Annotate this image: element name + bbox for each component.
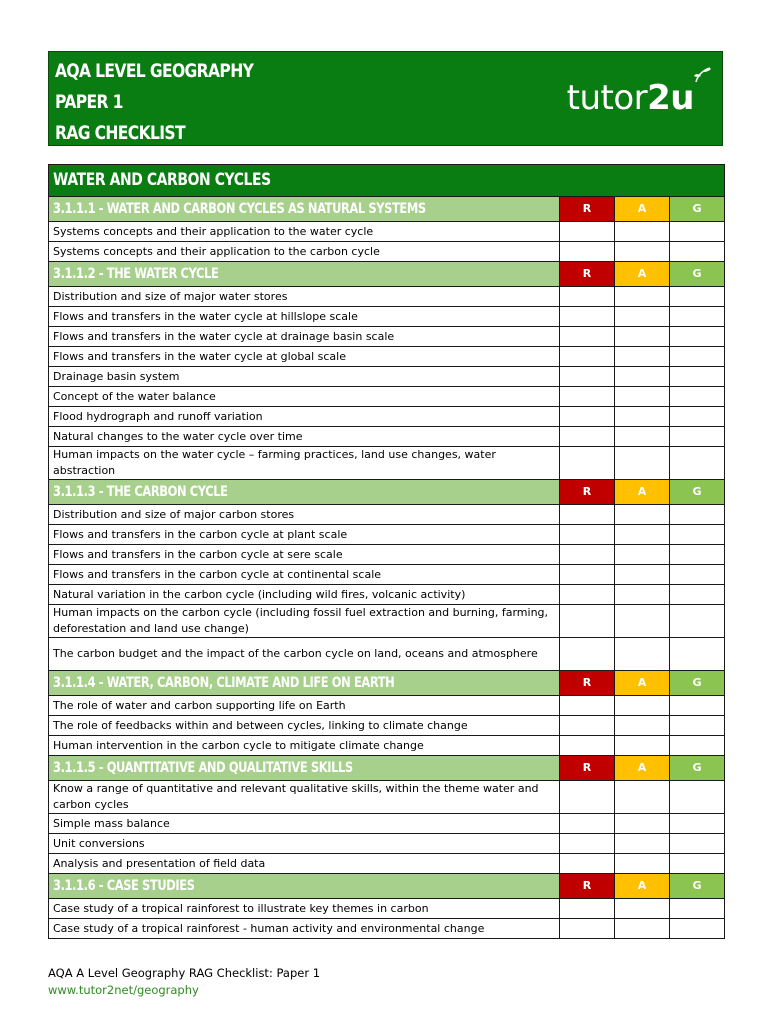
logo-sprout-icon (692, 64, 714, 86)
checklist-item-text: Distribution and size of major carbon stores (49, 505, 560, 525)
rag-checkbox-amber[interactable] (615, 242, 670, 262)
checklist-item-text: Unit conversions (49, 834, 560, 854)
rag-checkbox-red[interactable] (560, 447, 615, 480)
section-header-row (49, 671, 725, 696)
rag-checkbox-amber[interactable] (615, 638, 670, 671)
rag-header-green: G (670, 480, 725, 505)
rag-checkbox-green[interactable] (670, 222, 725, 242)
rag-checkbox-amber[interactable] (615, 781, 670, 814)
rag-checkbox-green[interactable] (670, 327, 725, 347)
checklist-item-text: Natural changes to the water cycle over time (49, 427, 560, 447)
table-row (49, 447, 725, 480)
rag-header-red: R (560, 197, 615, 222)
rag-header-amber: A (615, 756, 670, 781)
rag-checkbox-green[interactable] (670, 716, 725, 736)
section-heading-text: 3.1.1.4 - WATER, CARBON, CLIMATE AND LIFE ON EARTH (53, 674, 395, 691)
rag-checkbox-amber[interactable] (615, 834, 670, 854)
rag-checkbox-amber[interactable] (615, 736, 670, 756)
section-header-row (49, 756, 725, 781)
rag-checkbox-red[interactable] (560, 919, 615, 939)
table-row (49, 307, 725, 327)
rag-checkbox-red[interactable] (560, 834, 615, 854)
rag-checkbox-green[interactable] (670, 605, 725, 638)
rag-checkbox-red[interactable] (560, 387, 615, 407)
section-heading (49, 480, 560, 505)
checklist-item-text: Systems concepts and their application to the carbon cycle (49, 242, 560, 262)
header-title-line-1: AQA LEVEL GEOGRAPHY (55, 60, 254, 82)
rag-checkbox-green[interactable] (670, 447, 725, 480)
rag-checkbox-amber[interactable] (615, 814, 670, 834)
checklist-item-text: The carbon budget and the impact of the carbon cycle on land, oceans and atmosphere (49, 638, 560, 671)
checklist-item-text: Human impacts on the water cycle – farming practices, land use changes, water abstraction (49, 447, 560, 480)
table-row (49, 696, 725, 716)
table-row (49, 605, 725, 638)
rag-checkbox-green[interactable] (670, 585, 725, 605)
rag-checkbox-green[interactable] (670, 545, 725, 565)
rag-checkbox-green[interactable] (670, 387, 725, 407)
rag-checkbox-red[interactable] (560, 716, 615, 736)
rag-checkbox-green[interactable] (670, 505, 725, 525)
section-heading-text: 3.1.1.2 - THE WATER CYCLE (53, 265, 219, 282)
section-heading-text: 3.1.1.3 - THE CARBON CYCLE (53, 483, 228, 500)
checklist-item-text: Flows and transfers in the water cycle at drainage basin scale (49, 327, 560, 347)
rag-checkbox-red[interactable] (560, 347, 615, 367)
table-row (49, 781, 725, 814)
section-heading (49, 874, 560, 899)
section-heading (49, 197, 560, 222)
table-row (49, 327, 725, 347)
table-row (49, 854, 725, 874)
rag-checkbox-amber[interactable] (615, 565, 670, 585)
table-row (49, 427, 725, 447)
table-row (49, 834, 725, 854)
rag-checkbox-red[interactable] (560, 899, 615, 919)
checklist-item-text: Flows and transfers in the carbon cycle at sere scale (49, 545, 560, 565)
table-row (49, 407, 725, 427)
section-header-row (49, 480, 725, 505)
rag-checkbox-red[interactable] (560, 565, 615, 585)
table-row (49, 638, 725, 671)
header-title-block (55, 56, 297, 149)
checklist-item-text: Distribution and size of major water stores (49, 287, 560, 307)
rag-checkbox-amber[interactable] (615, 427, 670, 447)
rag-checkbox-green[interactable] (670, 367, 725, 387)
rag-checkbox-green[interactable] (670, 814, 725, 834)
table-row (49, 367, 725, 387)
checklist-item-text: The role of feedbacks within and between cycles, linking to climate change (49, 716, 560, 736)
rag-checkbox-red[interactable] (560, 307, 615, 327)
tutor2u-logo (567, 78, 694, 118)
checklist-item-text: Flood hydrograph and runoff variation (49, 407, 560, 427)
rag-checkbox-amber[interactable] (615, 899, 670, 919)
rag-checkbox-green[interactable] (670, 427, 725, 447)
rag-checkbox-red[interactable] (560, 525, 615, 545)
footer-link[interactable]: www.tutor2net/geography (48, 983, 199, 997)
section-header-row (49, 197, 725, 222)
section-heading (49, 262, 560, 287)
checklist-item-text: Flows and transfers in the carbon cycle at plant scale (49, 525, 560, 545)
rag-checkbox-green[interactable] (670, 565, 725, 585)
rag-checkbox-amber[interactable] (615, 287, 670, 307)
rag-checkbox-green[interactable] (670, 347, 725, 367)
rag-checkbox-red[interactable] (560, 242, 615, 262)
section-heading (49, 756, 560, 781)
table-row (49, 585, 725, 605)
checklist-item-text: Know a range of quantitative and relevant qualitative skills, within the theme water and carbon cycles (49, 781, 560, 814)
rag-checkbox-red[interactable] (560, 638, 615, 671)
checklist-item-text: Natural variation in the carbon cycle (including wild fires, volcanic activity) (49, 585, 560, 605)
checklist-item-text: Human impacts on the carbon cycle (including fossil fuel extraction and burning, farming, deforestation and land use change) (49, 605, 560, 638)
rag-checkbox-amber[interactable] (615, 545, 670, 565)
table-row (49, 505, 725, 525)
rag-checkbox-green[interactable] (670, 407, 725, 427)
table-row (49, 716, 725, 736)
page-header (48, 51, 723, 146)
section-header-row (49, 874, 725, 899)
rag-checkbox-amber[interactable] (615, 854, 670, 874)
header-title-line-3: RAG CHECKLIST (55, 122, 185, 144)
rag-checkbox-red[interactable] (560, 505, 615, 525)
rag-header-green: G (670, 756, 725, 781)
rag-checkbox-amber[interactable] (615, 327, 670, 347)
table-row (49, 565, 725, 585)
rag-checkbox-amber[interactable] (615, 222, 670, 242)
rag-checkbox-green[interactable] (670, 899, 725, 919)
table-row (49, 814, 725, 834)
table-title (49, 165, 725, 197)
rag-checkbox-amber[interactable] (615, 585, 670, 605)
footer-caption: AQA A Level Geography RAG Checklist: Paper 1 (48, 966, 321, 980)
rag-header-amber: A (615, 671, 670, 696)
table-row (49, 525, 725, 545)
rag-checkbox-green[interactable] (670, 287, 725, 307)
rag-header-green: G (670, 197, 725, 222)
checklist-item-text: Flows and transfers in the water cycle at global scale (49, 347, 560, 367)
rag-checkbox-amber[interactable] (615, 525, 670, 545)
section-heading-text: 3.1.1.5 - QUANTITATIVE AND QUALITATIVE SKILLS (53, 759, 353, 776)
rag-checkbox-red[interactable] (560, 736, 615, 756)
rag-checkbox-red[interactable] (560, 781, 615, 814)
rag-checkbox-amber[interactable] (615, 447, 670, 480)
rag-header-red: R (560, 262, 615, 287)
rag-header-red: R (560, 874, 615, 899)
table-row (49, 545, 725, 565)
rag-checkbox-red[interactable] (560, 367, 615, 387)
table-row (49, 736, 725, 756)
checklist-item-text: Flows and transfers in the water cycle at hillslope scale (49, 307, 560, 327)
rag-checkbox-green[interactable] (670, 638, 725, 671)
section-header-row (49, 262, 725, 287)
rag-checkbox-red[interactable] (560, 427, 615, 447)
checklist-item-text: Flows and transfers in the carbon cycle at continental scale (49, 565, 560, 585)
checklist-item-text: Systems concepts and their application to the water cycle (49, 222, 560, 242)
rag-checkbox-amber[interactable] (615, 605, 670, 638)
page-footer (48, 965, 320, 999)
table-title-row (49, 165, 725, 197)
rag-checkbox-amber[interactable] (615, 387, 670, 407)
table-title-text: WATER AND CARBON CYCLES (53, 169, 271, 190)
rag-checkbox-green[interactable] (670, 307, 725, 327)
rag-checkbox-green[interactable] (670, 854, 725, 874)
rag-header-green: G (670, 874, 725, 899)
logo-text-2u: 2u (647, 78, 694, 118)
table-row (49, 387, 725, 407)
rag-header-green: G (670, 671, 725, 696)
rag-header-amber: A (615, 262, 670, 287)
table-row (49, 287, 725, 307)
rag-checkbox-green[interactable] (670, 781, 725, 814)
rag-checkbox-amber[interactable] (615, 307, 670, 327)
checklist-item-text: Analysis and presentation of field data (49, 854, 560, 874)
table-row (49, 242, 725, 262)
rag-checkbox-red[interactable] (560, 696, 615, 716)
table-row (49, 919, 725, 939)
rag-header-red: R (560, 480, 615, 505)
rag-checkbox-amber[interactable] (615, 919, 670, 939)
checklist-item-text: Human intervention in the carbon cycle to mitigate climate change (49, 736, 560, 756)
rag-header-red: R (560, 756, 615, 781)
header-title-line-2: PAPER 1 (55, 91, 123, 113)
rag-checkbox-red[interactable] (560, 545, 615, 565)
section-heading-text: 3.1.1.1 - WATER AND CARBON CYCLES AS NATURAL SYSTEMS (53, 200, 426, 217)
rag-checkbox-amber[interactable] (615, 505, 670, 525)
rag-checkbox-red[interactable] (560, 814, 615, 834)
checklist-item-text: Case study of a tropical rainforest to illustrate key themes in carbon (49, 899, 560, 919)
rag-checkbox-green[interactable] (670, 736, 725, 756)
rag-checkbox-red[interactable] (560, 605, 615, 638)
rag-checkbox-amber[interactable] (615, 696, 670, 716)
rag-checkbox-amber[interactable] (615, 347, 670, 367)
rag-checkbox-red[interactable] (560, 585, 615, 605)
rag-checklist-table (48, 164, 725, 939)
rag-checkbox-green[interactable] (670, 834, 725, 854)
rag-checkbox-green[interactable] (670, 696, 725, 716)
rag-header-red: R (560, 671, 615, 696)
rag-header-amber: A (615, 874, 670, 899)
logo-text-tutor: tutor (566, 78, 648, 118)
rag-checkbox-amber[interactable] (615, 367, 670, 387)
table-row (49, 347, 725, 367)
section-heading-text: 3.1.1.6 - CASE STUDIES (53, 877, 195, 894)
checklist-item-text: Concept of the water balance (49, 387, 560, 407)
rag-checkbox-green[interactable] (670, 242, 725, 262)
checklist-item-text: The role of water and carbon supporting life on Earth (49, 696, 560, 716)
table-row (49, 222, 725, 242)
rag-header-green: G (670, 262, 725, 287)
rag-checkbox-red[interactable] (560, 222, 615, 242)
rag-checkbox-red[interactable] (560, 327, 615, 347)
rag-checkbox-green[interactable] (670, 919, 725, 939)
rag-checkbox-red[interactable] (560, 854, 615, 874)
section-heading (49, 671, 560, 696)
rag-checkbox-amber[interactable] (615, 716, 670, 736)
rag-checkbox-green[interactable] (670, 525, 725, 545)
checklist-item-text: Case study of a tropical rainforest - human activity and environmental change (49, 919, 560, 939)
checklist-item-text: Simple mass balance (49, 814, 560, 834)
rag-checkbox-red[interactable] (560, 287, 615, 307)
rag-header-amber: A (615, 480, 670, 505)
rag-checkbox-red[interactable] (560, 407, 615, 427)
checklist-item-text: Drainage basin system (49, 367, 560, 387)
rag-checkbox-amber[interactable] (615, 407, 670, 427)
rag-header-amber: A (615, 197, 670, 222)
table-row (49, 899, 725, 919)
